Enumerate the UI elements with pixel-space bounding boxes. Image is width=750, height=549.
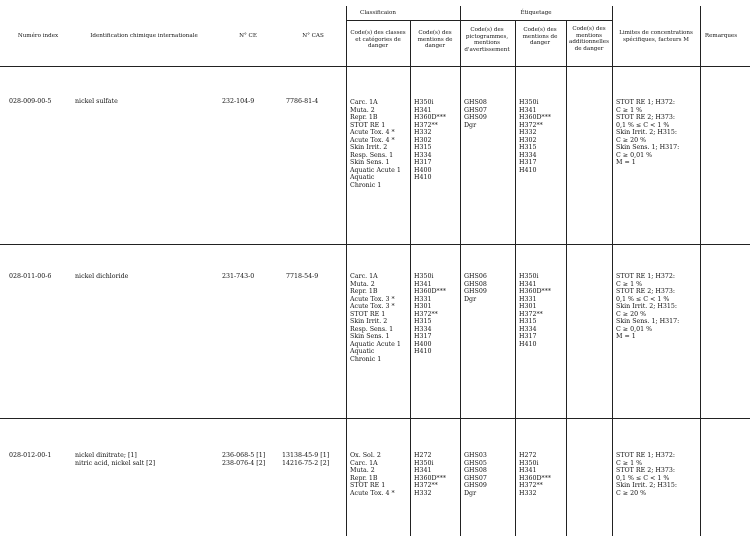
text-line: 14216-75-2 [2] [282, 459, 330, 467]
text-line: Dgr [464, 295, 477, 303]
row-1-pictogrammes [464, 99, 487, 129]
text-line: H360D*** [414, 114, 447, 122]
text-line: GHS06 [464, 273, 487, 280]
row-2-etiquetage-mentions [519, 273, 551, 348]
header-mentions-danger [418, 30, 453, 50]
text-line: Carc. 1A [350, 273, 378, 280]
header-etiquetage-mentions [523, 27, 558, 47]
row-2-mentions [414, 273, 446, 356]
text-line: nickel dinitrate; [1] [75, 452, 137, 459]
text-line: H350i [519, 459, 539, 467]
text-line: GHS08 [464, 467, 487, 475]
text-line: pictogrammes, [465, 33, 509, 40]
text-line: H301 [519, 303, 537, 311]
text-line: Muta. 2 [350, 106, 375, 114]
row-2-numero-ce: 231-743-0 [222, 273, 255, 280]
text-line: Acute Tox. 4 * [350, 129, 395, 137]
text-line: H350i [519, 273, 539, 280]
text-line: H332 [519, 489, 537, 497]
row-2-numero-index: 028-011-00-6 [9, 273, 52, 280]
header-classification: Classificaion [360, 10, 396, 16]
row-3-identification [75, 452, 155, 467]
header-identification: Identification chimique internationale [90, 33, 198, 39]
text-line: additionnelles [569, 39, 609, 46]
text-line: H317 [519, 159, 537, 167]
text-line: STOT RE 1 [350, 310, 386, 318]
text-line: Repr. 1B [350, 114, 378, 122]
text-line: Aquatic Acute 1 [350, 340, 401, 348]
text-line: Skin Irrit. 2 [350, 318, 388, 326]
text-line: Acute Tox. 4 * [350, 489, 395, 497]
text-line: H315 [519, 144, 537, 152]
text-line: H400 [414, 166, 432, 174]
header-classes-categories [350, 30, 405, 50]
column-divider [566, 20, 567, 536]
text-line: Skin Sens. 1; H317: [616, 144, 680, 152]
text-line: Acute Tox. 3 * [350, 295, 395, 303]
text-line: STOT RE 1; H372: [616, 99, 675, 106]
text-line: 238-076-4 [2] [222, 459, 266, 467]
text-line: danger [529, 40, 551, 47]
row-2-numero-cas: 7718-54-9 [286, 273, 319, 280]
header-etiquetage: Étiquetage [520, 10, 552, 16]
text-line: C ≥ 20 % [616, 489, 647, 497]
row-divider [0, 244, 750, 245]
text-line: GHS08 [464, 280, 487, 288]
text-line: Skin Irrit. 2; H315: [616, 129, 678, 137]
text-line: mentions de [522, 33, 558, 40]
header-numero-ce: N° CE [239, 33, 257, 39]
text-line: Code(s) des [470, 27, 504, 33]
row-1-classes [350, 99, 401, 190]
text-line: STOT RE 2; H373: [616, 467, 675, 475]
text-line: H334 [519, 325, 537, 333]
text-line: H341 [414, 467, 432, 475]
text-line: Acute Tox. 3 * [350, 303, 395, 311]
text-line: Repr. 1B [350, 474, 378, 482]
column-divider [612, 6, 613, 536]
text-line: mentions de [417, 36, 453, 43]
text-line: Dgr [464, 489, 477, 497]
text-line: Muta. 2 [350, 280, 375, 288]
text-line: H372** [414, 310, 438, 318]
text-line: H334 [519, 151, 537, 159]
text-line: H350i [414, 273, 434, 280]
text-line: Chronic 1 [350, 182, 382, 190]
text-line: H372** [519, 482, 543, 490]
text-line: H341 [414, 280, 432, 288]
text-line: H341 [519, 467, 537, 475]
text-line: Skin Irrit. 2; H315: [616, 482, 678, 490]
text-line: C ≥ 0,01 % [616, 325, 653, 333]
row-2-identification: nickel dichloride [75, 273, 129, 280]
column-divider [410, 20, 411, 536]
header-mentions-additionnelles [569, 26, 609, 53]
text-line: Code(s) des [523, 27, 557, 33]
column-divider [700, 6, 701, 536]
text-line: H272 [519, 452, 537, 459]
text-line: mentions [575, 32, 603, 39]
text-line: Ox. Sol. 2 [350, 452, 381, 459]
text-line: GHS05 [464, 459, 487, 467]
text-line: H332 [519, 129, 537, 137]
text-line: Aquatic Acute 1 [350, 166, 401, 174]
row-divider [0, 418, 750, 419]
text-line: Skin Irrit. 2; H315: [616, 303, 678, 311]
text-line: Resp. Sens. 1 [350, 151, 394, 159]
text-line: Aquatic [350, 348, 375, 356]
header-bottom-border [0, 66, 750, 67]
header-remarques: Remarques [704, 33, 738, 39]
text-line: GHS09 [464, 288, 487, 296]
text-line: H350i [519, 99, 539, 106]
text-line: H317 [414, 333, 432, 341]
text-line: H372** [519, 121, 543, 129]
text-line: d'avertissement [464, 47, 510, 54]
text-line: H332 [414, 489, 432, 497]
header-numero-cas: N° CAS [302, 33, 324, 39]
text-line: H410 [414, 174, 432, 182]
text-line: nitric acid, nickel salt [2] [75, 459, 156, 467]
row-1-etiquetage-mentions [519, 99, 551, 174]
text-line: H350i [414, 459, 434, 467]
text-line: H360D*** [414, 474, 447, 482]
row-1-identification: nickel sulfate [75, 98, 118, 105]
text-line: C ≥ 20 % [616, 310, 647, 318]
text-line: danger [367, 43, 389, 50]
text-line: Aquatic [350, 174, 375, 182]
text-line: H315 [414, 318, 432, 326]
row-1-numero-cas: 7786-81-4 [286, 98, 319, 105]
text-line: M = 1 [616, 159, 636, 167]
text-line: H360D*** [519, 288, 552, 296]
text-line: M = 1 [616, 333, 636, 341]
text-line: 0,1 % ≤ C < 1 % [616, 121, 670, 129]
text-line: H302 [414, 136, 432, 144]
row-3-numero-cas [282, 452, 329, 467]
text-line: STOT RE 1 [350, 121, 386, 129]
text-line: GHS09 [464, 114, 487, 122]
text-line: H334 [414, 151, 432, 159]
text-line: Dgr [464, 121, 477, 129]
row-3-classes [350, 452, 395, 497]
row-3-numero-index: 028-012-00-1 [9, 452, 52, 459]
header-divider [346, 20, 612, 21]
text-line: H331 [414, 295, 432, 303]
text-line: Skin Irrit. 2 [350, 144, 388, 152]
header-limites-concentration [619, 30, 693, 43]
row-2-pictogrammes [464, 273, 487, 303]
text-line: H350i [414, 99, 434, 106]
text-line: Carc. 1A [350, 459, 378, 467]
text-line: C ≥ 20 % [616, 136, 647, 144]
text-line: 13138-45-9 [1] [282, 452, 330, 459]
text-line: C ≥ 0,01 % [616, 151, 653, 159]
text-line: STOT RE 1; H372: [616, 273, 675, 280]
text-line: de danger [574, 46, 604, 53]
text-line: H410 [414, 348, 432, 356]
text-line: GHS07 [464, 474, 487, 482]
text-line: H360D*** [519, 474, 552, 482]
row-3-etiquetage-mentions [519, 452, 551, 497]
text-line: mentions [473, 40, 501, 47]
text-line: Acute Tox. 4 * [350, 136, 395, 144]
text-line: H341 [414, 106, 432, 114]
text-line: GHS09 [464, 482, 487, 490]
text-line: H315 [519, 318, 537, 326]
row-3-limites [616, 452, 677, 497]
text-line: H360D*** [519, 114, 552, 122]
text-line: et catégories de [355, 36, 401, 43]
text-line: STOT RE 1 [350, 482, 386, 490]
text-line: Code(s) des [572, 26, 606, 32]
text-line: 236-068-5 [1] [222, 452, 266, 459]
text-line: H272 [414, 452, 432, 459]
text-line: H372** [414, 482, 438, 490]
text-line: C ≥ 1 % [616, 280, 643, 288]
text-line: Skin Sens. 1; H317: [616, 318, 680, 326]
text-line: Carc. 1A [350, 99, 378, 106]
text-line: Chronic 1 [350, 356, 382, 364]
row-3-pictogrammes [464, 452, 487, 497]
text-line: H334 [414, 325, 432, 333]
row-2-limites [616, 273, 679, 341]
text-line: 0,1 % ≤ C < 1 % [616, 295, 670, 303]
row-1-numero-index: 028-009-00-5 [9, 98, 52, 105]
text-line: H301 [414, 303, 432, 311]
text-line: Skin Sens. 1 [350, 159, 390, 167]
text-line: Code(s) des classes [350, 30, 406, 36]
text-line: H341 [519, 106, 537, 114]
text-line: spécifiques, facteurs M [622, 36, 690, 43]
column-divider [515, 20, 516, 536]
row-2-classes [350, 273, 401, 364]
text-line: Resp. Sens. 1 [350, 325, 394, 333]
row-1-numero-ce: 232-104-9 [222, 98, 255, 105]
row-1-mentions [414, 99, 446, 182]
text-line: GHS08 [464, 99, 487, 106]
text-line: Skin Sens. 1 [350, 333, 390, 341]
text-line: C ≥ 1 % [616, 459, 643, 467]
text-line: STOT RE 1; H372: [616, 452, 675, 459]
text-line: Code(s) des [418, 30, 452, 36]
text-line: Limites de concentrations [619, 30, 693, 36]
text-line: H317 [414, 159, 432, 167]
text-line: STOT RE 2; H373: [616, 114, 675, 122]
text-line: Repr. 1B [350, 288, 378, 296]
header-numero-index: Numéro index [17, 33, 59, 39]
text-line: H332 [414, 129, 432, 137]
row-1-limites [616, 99, 679, 167]
header-pictogrammes [464, 27, 509, 54]
text-line: C ≥ 1 % [616, 106, 643, 114]
column-divider [460, 6, 461, 536]
text-line: H315 [414, 144, 432, 152]
text-line: H410 [519, 166, 537, 174]
text-line: danger [424, 43, 446, 50]
text-line: H372** [414, 121, 438, 129]
text-line: GHS07 [464, 106, 487, 114]
text-line: H317 [519, 333, 537, 341]
text-line: H360D*** [414, 288, 447, 296]
text-line: H341 [519, 280, 537, 288]
row-3-numero-ce [222, 452, 265, 467]
text-line: H400 [414, 340, 432, 348]
text-line: 0,1 % ≤ C < 1 % [616, 474, 670, 482]
text-line: H410 [519, 340, 537, 348]
text-line: H372** [519, 310, 543, 318]
text-line: H302 [519, 136, 537, 144]
text-line: Muta. 2 [350, 467, 375, 475]
row-3-mentions [414, 452, 446, 497]
text-line: GHS03 [464, 452, 487, 459]
column-divider [346, 6, 347, 536]
text-line: STOT RE 2; H373: [616, 288, 675, 296]
text-line: H331 [519, 295, 537, 303]
